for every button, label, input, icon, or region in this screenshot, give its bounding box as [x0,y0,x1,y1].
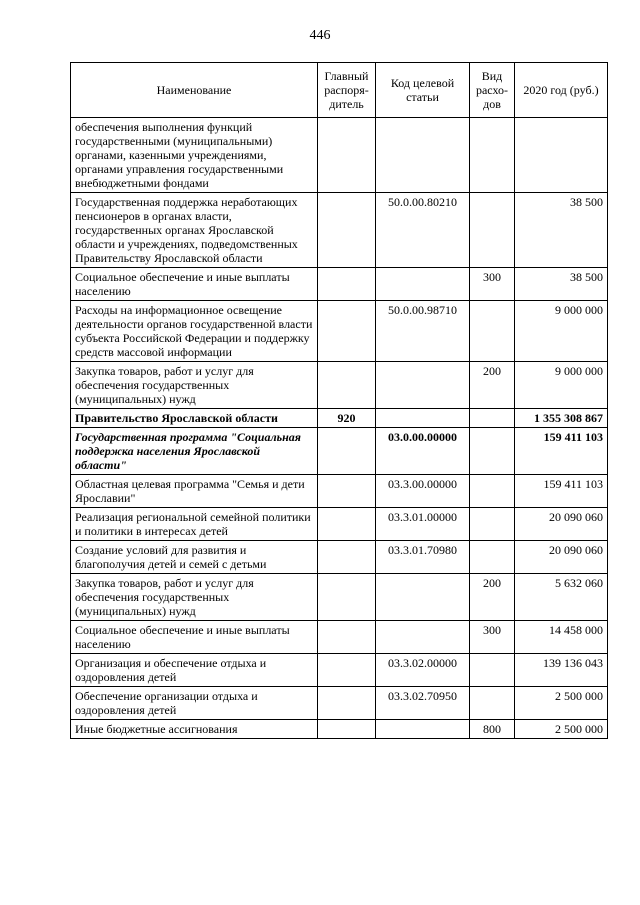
table-row [71,574,608,621]
table-row [71,621,608,654]
cell-code [376,409,470,428]
cell-type [470,541,515,574]
cell-type [470,475,515,508]
cell-name: Обеспечение организации отдыха и оздоровления детей [71,687,318,720]
cell-manager [318,720,376,739]
table-row [71,301,608,362]
cell-manager: 920 [318,409,376,428]
table-row [71,541,608,574]
cell-name: Закупка товаров, работ и услуг для обеспечения государственных (муниципальных) нужд [71,574,318,621]
cell-amount: 20 090 060 [515,541,608,574]
cell-type [470,301,515,362]
cell-type [470,654,515,687]
cell-type [470,428,515,475]
cell-manager [318,687,376,720]
cell-manager [318,301,376,362]
table-row [71,118,608,193]
cell-amount: 38 500 [515,193,608,268]
cell-type: 300 [470,268,515,301]
table-row [71,654,608,687]
cell-manager [318,621,376,654]
cell-type: 200 [470,362,515,409]
cell-amount: 5 632 060 [515,574,608,621]
cell-code: 03.3.00.00000 [376,475,470,508]
cell-amount: 20 090 060 [515,508,608,541]
cell-type: 300 [470,621,515,654]
cell-name: Организация и обеспечение отдыха и оздоровления детей [71,654,318,687]
cell-name: обеспечения выполнения функций государственными (муниципальными) органами, казенными учреждениями, органами управления государственными внебюджетными фондами [71,118,318,193]
table-row [71,508,608,541]
cell-amount: 159 411 103 [515,475,608,508]
cell-code: 03.3.01.70980 [376,541,470,574]
cell-name: Создание условий для развития и благополучия детей и семей с детьми [71,541,318,574]
cell-type [470,687,515,720]
cell-amount: 2 500 000 [515,687,608,720]
table-row [71,428,608,475]
cell-name: Социальное обеспечение и иные выплаты населению [71,268,318,301]
cell-type [470,193,515,268]
cell-amount: 38 500 [515,268,608,301]
cell-amount: 9 000 000 [515,301,608,362]
cell-manager [318,574,376,621]
cell-code: 03.3.02.00000 [376,654,470,687]
cell-code [376,621,470,654]
cell-name: Государственная поддержка неработающих пенсионеров в органах власти, государственных органах Ярославской области и учреждениях, подведомственных Правительству Ярославской области [71,193,318,268]
header-amount: 2020 год (руб.) [515,63,608,118]
table-row [71,362,608,409]
table-row [71,475,608,508]
cell-manager [318,428,376,475]
cell-manager [318,654,376,687]
table-row [71,720,608,739]
cell-code [376,720,470,739]
cell-type [470,118,515,193]
cell-manager [318,268,376,301]
cell-code [376,362,470,409]
page-number: 446 [309,28,331,43]
header-code: Код целевой статьи [376,63,470,118]
cell-type: 200 [470,574,515,621]
cell-name: Правительство Ярославской области [71,409,318,428]
cell-manager [318,193,376,268]
cell-code: 50.0.00.80210 [376,193,470,268]
cell-type: 800 [470,720,515,739]
cell-amount: 9 000 000 [515,362,608,409]
cell-amount: 2 500 000 [515,720,608,739]
cell-manager [318,541,376,574]
cell-name: Расходы на информационное освещение деятельности органов государственной власти субъекта Российской Федерации и поддержку средств массовой информации [71,301,318,362]
table-row [71,193,608,268]
header-type: Вид расхо-дов [470,63,515,118]
cell-amount: 159 411 103 [515,428,608,475]
cell-code: 50.0.00.98710 [376,301,470,362]
cell-code: 03.3.02.70950 [376,687,470,720]
cell-code [376,574,470,621]
cell-code: 03.3.01.00000 [376,508,470,541]
cell-amount [515,118,608,193]
table-row [71,409,608,428]
header-name: Наименование [71,63,318,118]
cell-code [376,268,470,301]
table-row [71,268,608,301]
table-body [71,118,608,739]
cell-manager [318,508,376,541]
cell-code [376,118,470,193]
cell-amount: 14 458 000 [515,621,608,654]
table-header-row [71,63,608,118]
header-manager: Главный распоря-дитель [318,63,376,118]
cell-manager [318,118,376,193]
cell-name: Социальное обеспечение и иные выплаты населению [71,621,318,654]
cell-type [470,508,515,541]
cell-code: 03.0.00.00000 [376,428,470,475]
budget-table [70,62,608,739]
cell-name: Реализация региональной семейной политики и политики в интересах детей [71,508,318,541]
cell-name: Иные бюджетные ассигнования [71,720,318,739]
table-row [71,687,608,720]
cell-type [470,409,515,428]
cell-name: Закупка товаров, работ и услуг для обеспечения государственных (муниципальных) нужд [71,362,318,409]
cell-amount: 1 355 308 867 [515,409,608,428]
cell-manager [318,475,376,508]
cell-name: Государственная программа "Социальная поддержка населения Ярославской области" [71,428,318,475]
cell-name: Областная целевая программа "Семья и дети Ярославии" [71,475,318,508]
cell-amount: 139 136 043 [515,654,608,687]
cell-manager [318,362,376,409]
